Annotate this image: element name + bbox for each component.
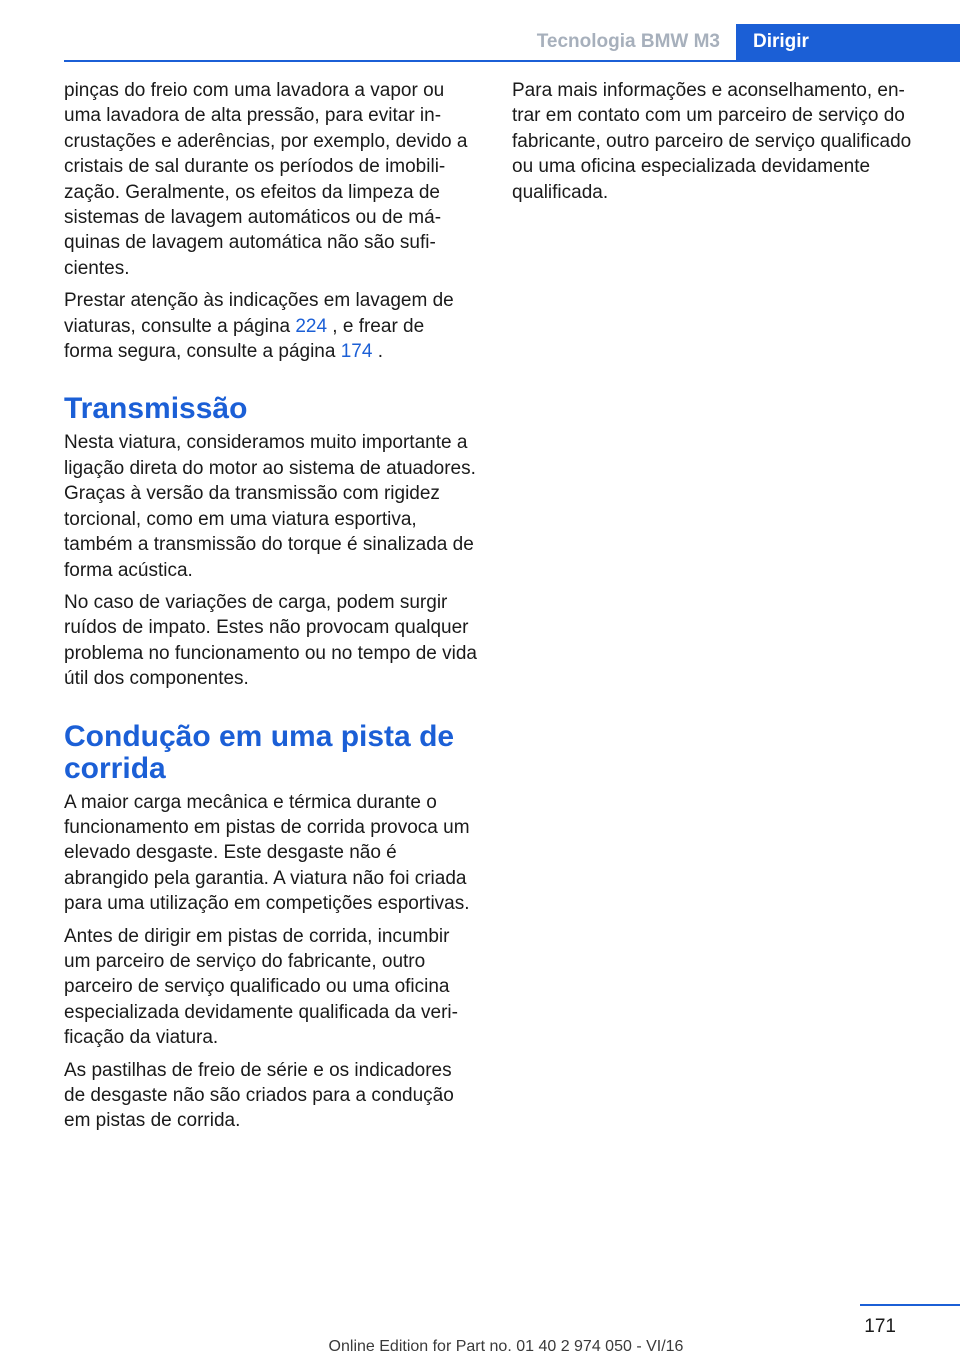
- transmissao-paragraph-2: No caso de variações de carga, podem surgir ruídos de impato. Estes não provocam qualquer problema no funcionamento ou no tempo de vida útil dos componentes.: [64, 591, 477, 690]
- page-link-224[interactable]: 224: [295, 315, 328, 337]
- header-rule: [64, 60, 960, 62]
- right-column: [512, 78, 925, 212]
- intro-paragraph-1: pinças do freio com uma lavadora a vapor ou uma lavadora de alta pressão, para evitar incrustações e aderências, por exemplo, devido a cristais de sal durante os períodos de imobilização. Geralmente, os efeitos da limpeza de sistemas de lavagem automáticos ou de máquinas de lavagem automática não são suficientes.: [64, 80, 468, 279]
- left-column: [64, 78, 477, 1141]
- footer-rule: [860, 1304, 960, 1306]
- intro-text-a: Prestar atenção às indicações em lavagem de viaturas, consulte a página: [64, 290, 454, 337]
- page-number: 171: [864, 1316, 896, 1337]
- pista-paragraph-3: As pastilhas de freio de série e os indicadores de desgaste não são criados para a condução em pistas de corrida.: [64, 1059, 454, 1132]
- pista-paragraph-2: Antes de dirigir em pistas de corrida, incumbir um parceiro de serviço do fabricante, outro parceiro de serviço qualificado ou uma oficina especializada devidamente qualificada da verificação da viatura.: [64, 925, 458, 1049]
- intro-text-c: .: [372, 341, 383, 363]
- edition-line: Online Edition for Part no. 01 40 2 974 050 - VI/16: [328, 1338, 684, 1355]
- right-paragraph-1: Para mais informações e aconselhamento, entrar em contato com um parceiro de serviço do fabricante, outro parceiro de serviço qualificado ou uma oficina especializada devidamente qualificada.: [512, 80, 912, 203]
- transmissao-paragraph-1: Nesta viatura, consideramos muito importante a ligação direta do motor ao sistema de atuadores. Graças à versão da transmissão com rigidez torcional, como em uma viatura esportiva, também a transmissão do torque é sinalizada de forma acústica.: [64, 432, 476, 581]
- intro-paragraph-2: [64, 288, 477, 364]
- pista-paragraph-1: A maior carga mecânica e térmica durante o funcionamento em pistas de corrida provoca um elevado desgaste. Este desgaste não é abrangido pela garantia. A viatura não foi criada para uma utilização em competições esportivas.: [64, 791, 470, 915]
- intro-text-b: , e frear de forma segura, consulte a página: [64, 315, 425, 363]
- page-link-174[interactable]: 174: [340, 341, 373, 363]
- header-chapter-tab: Dirigir: [736, 24, 960, 61]
- heading-transmissao: Transmissão: [64, 392, 248, 426]
- header-section-title: Tecnologia BMW M3: [536, 31, 720, 52]
- heading-pista-de-corrida: Condução em uma pista de corrida: [64, 719, 455, 785]
